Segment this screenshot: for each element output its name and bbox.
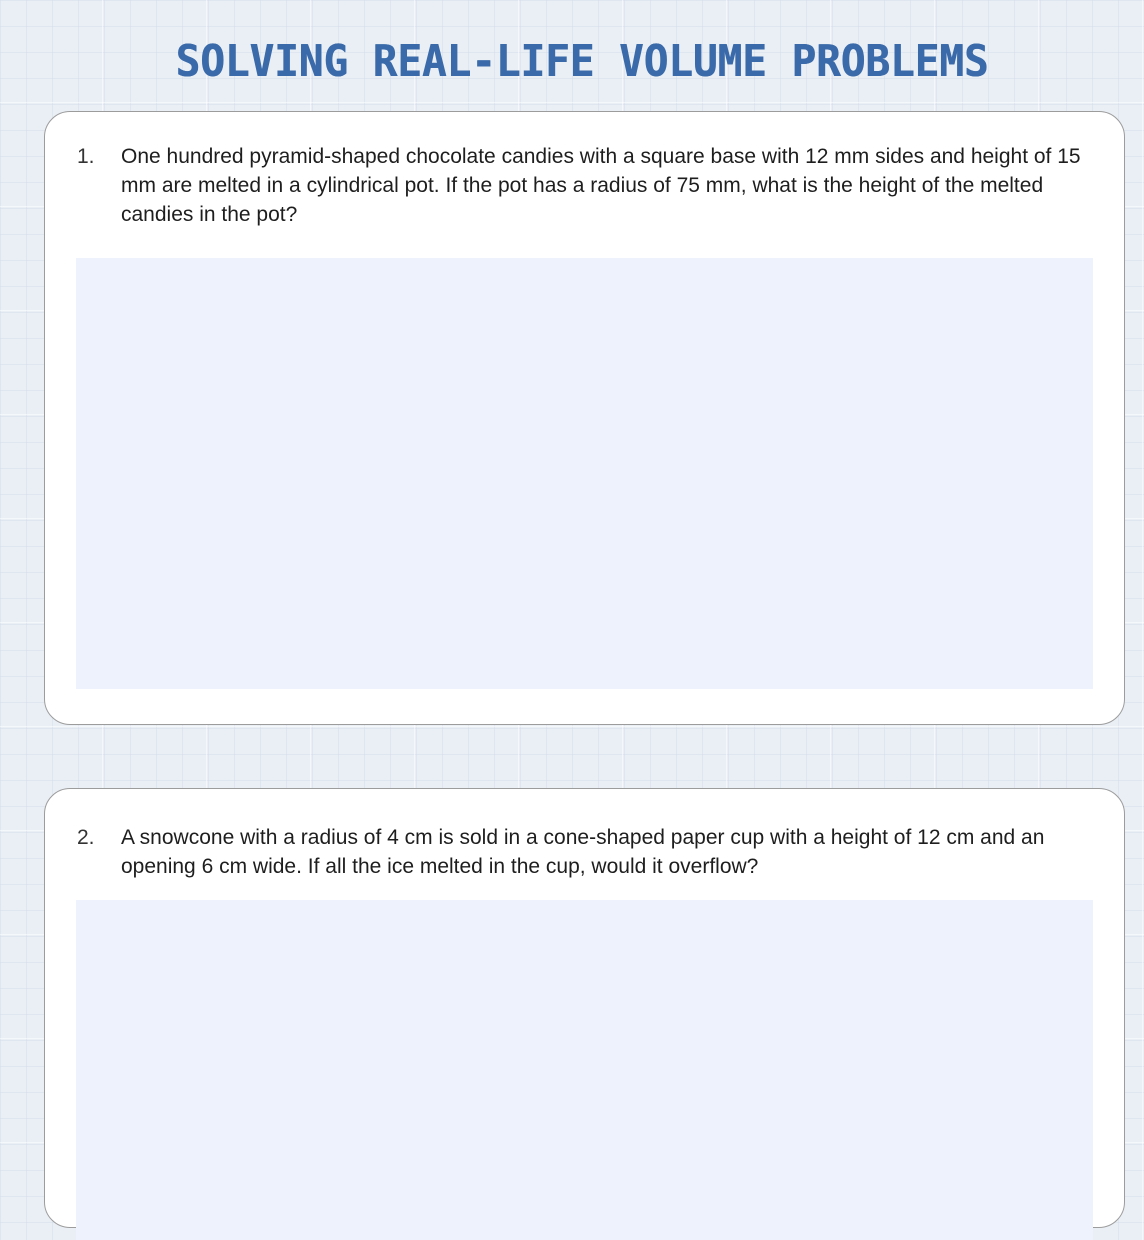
question-text: A snowcone with a radius of 4 cm is sold in a cone-shaped paper cup with a height of 12 cm and an opening 6 cm wide. If all the ice melted in the cup, would it overflow? <box>121 826 1045 878</box>
answer-area-2[interactable] <box>76 900 1093 1240</box>
question-text: One hundred pyramid-shaped chocolate candies with a square base with 12 mm sides and height of 15 mm are melted in a cylindrical pot. If the pot has a radius of 75 mm, what is the height of the melted candies in the pot? <box>121 145 1081 226</box>
question-1 <box>77 142 1094 229</box>
page-title: SOLVING REAL-LIFE VOLUME PROBLEMS <box>175 36 989 87</box>
question-number: 1. <box>77 145 95 168</box>
problem-card-1 <box>44 111 1125 725</box>
problem-card-2 <box>44 788 1125 1228</box>
answer-area-1[interactable] <box>76 258 1093 689</box>
question-number: 2. <box>77 826 95 849</box>
question-2 <box>77 823 1094 881</box>
